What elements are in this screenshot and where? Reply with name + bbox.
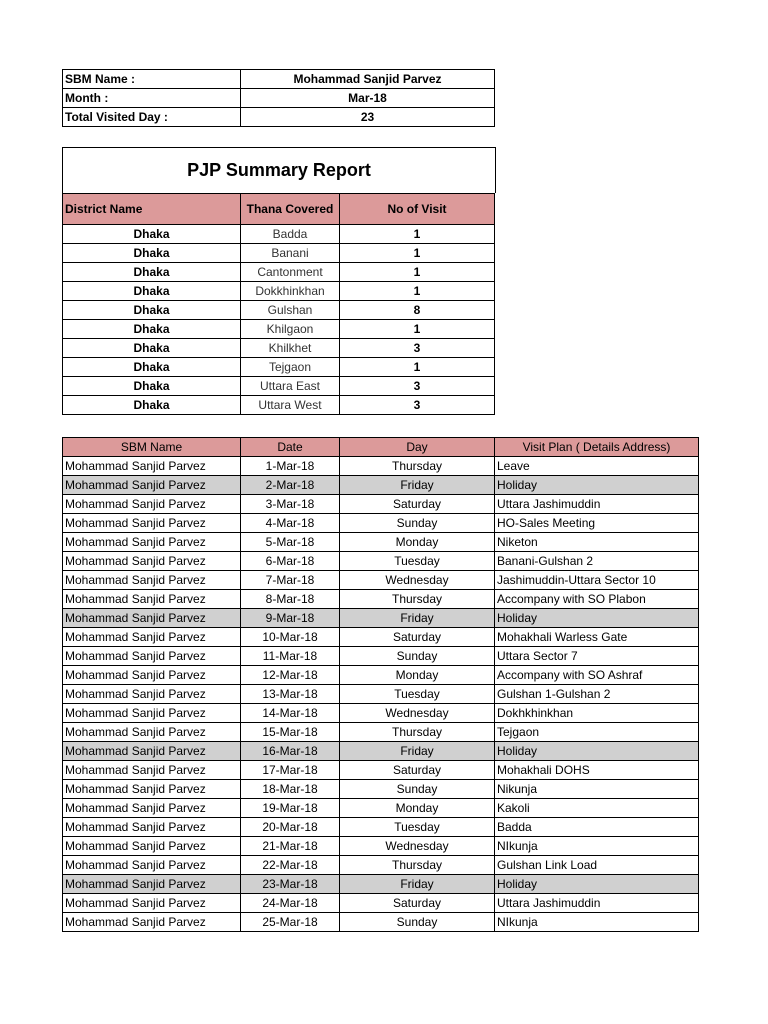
date-cell: 9-Mar-18 (241, 609, 340, 628)
visit-count-cell: 1 (340, 225, 495, 244)
plan-row (63, 875, 699, 894)
sbm-name-cell: Mohammad Sanjid Parvez (63, 837, 241, 856)
district-cell: Dhaka (63, 377, 241, 396)
day-cell: Monday (340, 666, 495, 685)
plan-header-date: Date (241, 438, 340, 457)
summary-table (62, 193, 495, 415)
sbm-name-cell: Mohammad Sanjid Parvez (63, 514, 241, 533)
summary-header-row (63, 194, 495, 225)
thana-cell: Cantonment (241, 263, 340, 282)
sbm-name-cell: Mohammad Sanjid Parvez (63, 685, 241, 704)
day-cell: Saturday (340, 495, 495, 514)
date-cell: 17-Mar-18 (241, 761, 340, 780)
summary-row (63, 320, 495, 339)
date-cell: 4-Mar-18 (241, 514, 340, 533)
summary-header-district: District Name (63, 194, 241, 225)
day-cell: Tuesday (340, 552, 495, 571)
plan-row (63, 552, 699, 571)
date-cell: 14-Mar-18 (241, 704, 340, 723)
sbm-name-cell: Mohammad Sanjid Parvez (63, 761, 241, 780)
plan-row (63, 685, 699, 704)
date-cell: 2-Mar-18 (241, 476, 340, 495)
day-cell: Wednesday (340, 704, 495, 723)
visit-count-cell: 3 (340, 377, 495, 396)
date-cell: 10-Mar-18 (241, 628, 340, 647)
summary-title-box (62, 147, 496, 193)
day-cell: Thursday (340, 590, 495, 609)
date-cell: 12-Mar-18 (241, 666, 340, 685)
plan-row (63, 780, 699, 799)
plan-header-day: Day (340, 438, 495, 457)
sbm-name-cell: Mohammad Sanjid Parvez (63, 533, 241, 552)
district-cell: Dhaka (63, 244, 241, 263)
date-cell: 19-Mar-18 (241, 799, 340, 818)
date-cell: 8-Mar-18 (241, 590, 340, 609)
sbm-name-cell: Mohammad Sanjid Parvez (63, 647, 241, 666)
day-cell: Sunday (340, 647, 495, 666)
date-cell: 6-Mar-18 (241, 552, 340, 571)
day-cell: Saturday (340, 628, 495, 647)
sbm-name-cell: Mohammad Sanjid Parvez (63, 818, 241, 837)
date-cell: 16-Mar-18 (241, 742, 340, 761)
month-value: Mar-18 (241, 89, 495, 108)
summary-row (63, 225, 495, 244)
visit-plan-cell: Badda (495, 818, 699, 837)
day-cell: Sunday (340, 514, 495, 533)
district-cell: Dhaka (63, 301, 241, 320)
visit-plan-cell: Accompany with SO Plabon (495, 590, 699, 609)
plan-row (63, 837, 699, 856)
day-cell: Friday (340, 476, 495, 495)
sbm-name-cell: Mohammad Sanjid Parvez (63, 894, 241, 913)
sbm-name-cell: Mohammad Sanjid Parvez (63, 704, 241, 723)
plan-row (63, 913, 699, 932)
visit-plan-cell: Dokhkhinkhan (495, 704, 699, 723)
date-cell: 5-Mar-18 (241, 533, 340, 552)
visit-plan-cell: NIkunja (495, 913, 699, 932)
sbm-name-cell: Mohammad Sanjid Parvez (63, 495, 241, 514)
plan-row (63, 590, 699, 609)
visit-plan-cell: Holiday (495, 476, 699, 495)
visit-plan-cell: Banani-Gulshan 2 (495, 552, 699, 571)
day-cell: Wednesday (340, 837, 495, 856)
thana-cell: Uttara East (241, 377, 340, 396)
sbm-name-cell: Mohammad Sanjid Parvez (63, 913, 241, 932)
summary-body (63, 225, 495, 415)
thana-cell: Khilgaon (241, 320, 340, 339)
sbm-name-cell: Mohammad Sanjid Parvez (63, 875, 241, 894)
thana-cell: Tejgaon (241, 358, 340, 377)
date-cell: 11-Mar-18 (241, 647, 340, 666)
info-table (62, 69, 495, 127)
sbm-name-cell: Mohammad Sanjid Parvez (63, 476, 241, 495)
day-cell: Wednesday (340, 571, 495, 590)
plan-row (63, 533, 699, 552)
district-cell: Dhaka (63, 282, 241, 301)
day-cell: Friday (340, 742, 495, 761)
date-cell: 25-Mar-18 (241, 913, 340, 932)
visit-plan-cell: Kakoli (495, 799, 699, 818)
summary-title: PJP Summary Report (187, 160, 371, 180)
sbm-name-cell: Mohammad Sanjid Parvez (63, 457, 241, 476)
plan-header-sbm: SBM Name (63, 438, 241, 457)
plan-row (63, 457, 699, 476)
date-cell: 15-Mar-18 (241, 723, 340, 742)
date-cell: 1-Mar-18 (241, 457, 340, 476)
thana-cell: Khilkhet (241, 339, 340, 358)
date-cell: 7-Mar-18 (241, 571, 340, 590)
date-cell: 3-Mar-18 (241, 495, 340, 514)
visit-plan-cell: Nikunja (495, 780, 699, 799)
date-cell: 22-Mar-18 (241, 856, 340, 875)
district-cell: Dhaka (63, 396, 241, 415)
visit-count-cell: 1 (340, 320, 495, 339)
sbm-name-cell: Mohammad Sanjid Parvez (63, 571, 241, 590)
day-cell: Saturday (340, 894, 495, 913)
date-cell: 13-Mar-18 (241, 685, 340, 704)
sbm-name-cell: Mohammad Sanjid Parvez (63, 609, 241, 628)
summary-row (63, 358, 495, 377)
sbm-name-cell: Mohammad Sanjid Parvez (63, 780, 241, 799)
thana-cell: Dokkhinkhan (241, 282, 340, 301)
visit-count-cell: 3 (340, 339, 495, 358)
visit-plan-cell: Accompany with SO Ashraf (495, 666, 699, 685)
month-label: Month : (63, 89, 241, 108)
district-cell: Dhaka (63, 339, 241, 358)
date-cell: 23-Mar-18 (241, 875, 340, 894)
plan-row (63, 666, 699, 685)
sbm-name-cell: Mohammad Sanjid Parvez (63, 628, 241, 647)
day-cell: Thursday (340, 856, 495, 875)
visit-count-cell: 1 (340, 244, 495, 263)
visit-count-cell: 1 (340, 358, 495, 377)
thana-cell: Gulshan (241, 301, 340, 320)
summary-header-thana: Thana Covered (241, 194, 340, 225)
summary-row (63, 244, 495, 263)
sbm-name-cell: Mohammad Sanjid Parvez (63, 590, 241, 609)
sbm-name-cell: Mohammad Sanjid Parvez (63, 856, 241, 875)
plan-row (63, 514, 699, 533)
date-cell: 24-Mar-18 (241, 894, 340, 913)
sbm-name-cell: Mohammad Sanjid Parvez (63, 742, 241, 761)
district-cell: Dhaka (63, 320, 241, 339)
info-row-month (63, 89, 495, 108)
summary-row (63, 263, 495, 282)
visit-count-cell: 8 (340, 301, 495, 320)
summary-row (63, 377, 495, 396)
plan-row (63, 856, 699, 875)
plan-row (63, 628, 699, 647)
visit-plan-cell: Tejgaon (495, 723, 699, 742)
summary-row (63, 396, 495, 415)
visit-plan-cell: Holiday (495, 609, 699, 628)
visit-plan-cell: Jashimuddin-Uttara Sector 10 (495, 571, 699, 590)
plan-row (63, 495, 699, 514)
summary-header-visits: No of Visit (340, 194, 495, 225)
visit-plan-cell: Uttara Sector 7 (495, 647, 699, 666)
plan-row (63, 647, 699, 666)
day-cell: Monday (340, 799, 495, 818)
day-cell: Tuesday (340, 685, 495, 704)
plan-row (63, 742, 699, 761)
date-cell: 20-Mar-18 (241, 818, 340, 837)
plan-row (63, 476, 699, 495)
plan-row (63, 723, 699, 742)
district-cell: Dhaka (63, 263, 241, 282)
plan-row (63, 894, 699, 913)
plan-row (63, 761, 699, 780)
visit-plan-cell: Niketon (495, 533, 699, 552)
thana-cell: Banani (241, 244, 340, 263)
summary-row (63, 339, 495, 358)
visit-count-cell: 1 (340, 263, 495, 282)
day-cell: Sunday (340, 780, 495, 799)
visit-count-cell: 1 (340, 282, 495, 301)
visit-plan-cell: Mohakhali Warless Gate (495, 628, 699, 647)
summary-row (63, 282, 495, 301)
day-cell: Saturday (340, 761, 495, 780)
thana-cell: Uttara West (241, 396, 340, 415)
visit-count-cell: 3 (340, 396, 495, 415)
day-cell: Friday (340, 875, 495, 894)
plan-row (63, 704, 699, 723)
date-cell: 21-Mar-18 (241, 837, 340, 856)
day-cell: Monday (340, 533, 495, 552)
total-visited-label: Total Visited Day : (63, 108, 241, 127)
visit-plan-cell: Gulshan 1-Gulshan 2 (495, 685, 699, 704)
total-visited-value: 23 (241, 108, 495, 127)
visit-plan-cell: Uttara Jashimuddin (495, 495, 699, 514)
summary-row (63, 301, 495, 320)
info-row-visited (63, 108, 495, 127)
plan-row (63, 609, 699, 628)
day-cell: Friday (340, 609, 495, 628)
visit-plan-cell: Leave (495, 457, 699, 476)
sbm-name-cell: Mohammad Sanjid Parvez (63, 799, 241, 818)
sbm-name-label: SBM Name : (63, 70, 241, 89)
sbm-name-value: Mohammad Sanjid Parvez (241, 70, 495, 89)
plan-row (63, 799, 699, 818)
day-cell: Thursday (340, 457, 495, 476)
plan-header-row (63, 438, 699, 457)
sbm-name-cell: Mohammad Sanjid Parvez (63, 723, 241, 742)
day-cell: Thursday (340, 723, 495, 742)
date-cell: 18-Mar-18 (241, 780, 340, 799)
visit-plan-table (62, 437, 699, 932)
sbm-name-cell: Mohammad Sanjid Parvez (63, 552, 241, 571)
district-cell: Dhaka (63, 358, 241, 377)
sbm-name-cell: Mohammad Sanjid Parvez (63, 666, 241, 685)
visit-plan-cell: Holiday (495, 875, 699, 894)
day-cell: Tuesday (340, 818, 495, 837)
district-cell: Dhaka (63, 225, 241, 244)
thana-cell: Badda (241, 225, 340, 244)
info-row-sbm (63, 70, 495, 89)
day-cell: Sunday (340, 913, 495, 932)
visit-plan-cell: Holiday (495, 742, 699, 761)
plan-row (63, 571, 699, 590)
plan-header-visit: Visit Plan ( Details Address) (495, 438, 699, 457)
visit-plan-cell: Uttara Jashimuddin (495, 894, 699, 913)
visit-plan-cell: Gulshan Link Load (495, 856, 699, 875)
plan-row (63, 818, 699, 837)
plan-body (63, 457, 699, 932)
visit-plan-cell: NIkunja (495, 837, 699, 856)
visit-plan-cell: Mohakhali DOHS (495, 761, 699, 780)
visit-plan-cell: HO-Sales Meeting (495, 514, 699, 533)
